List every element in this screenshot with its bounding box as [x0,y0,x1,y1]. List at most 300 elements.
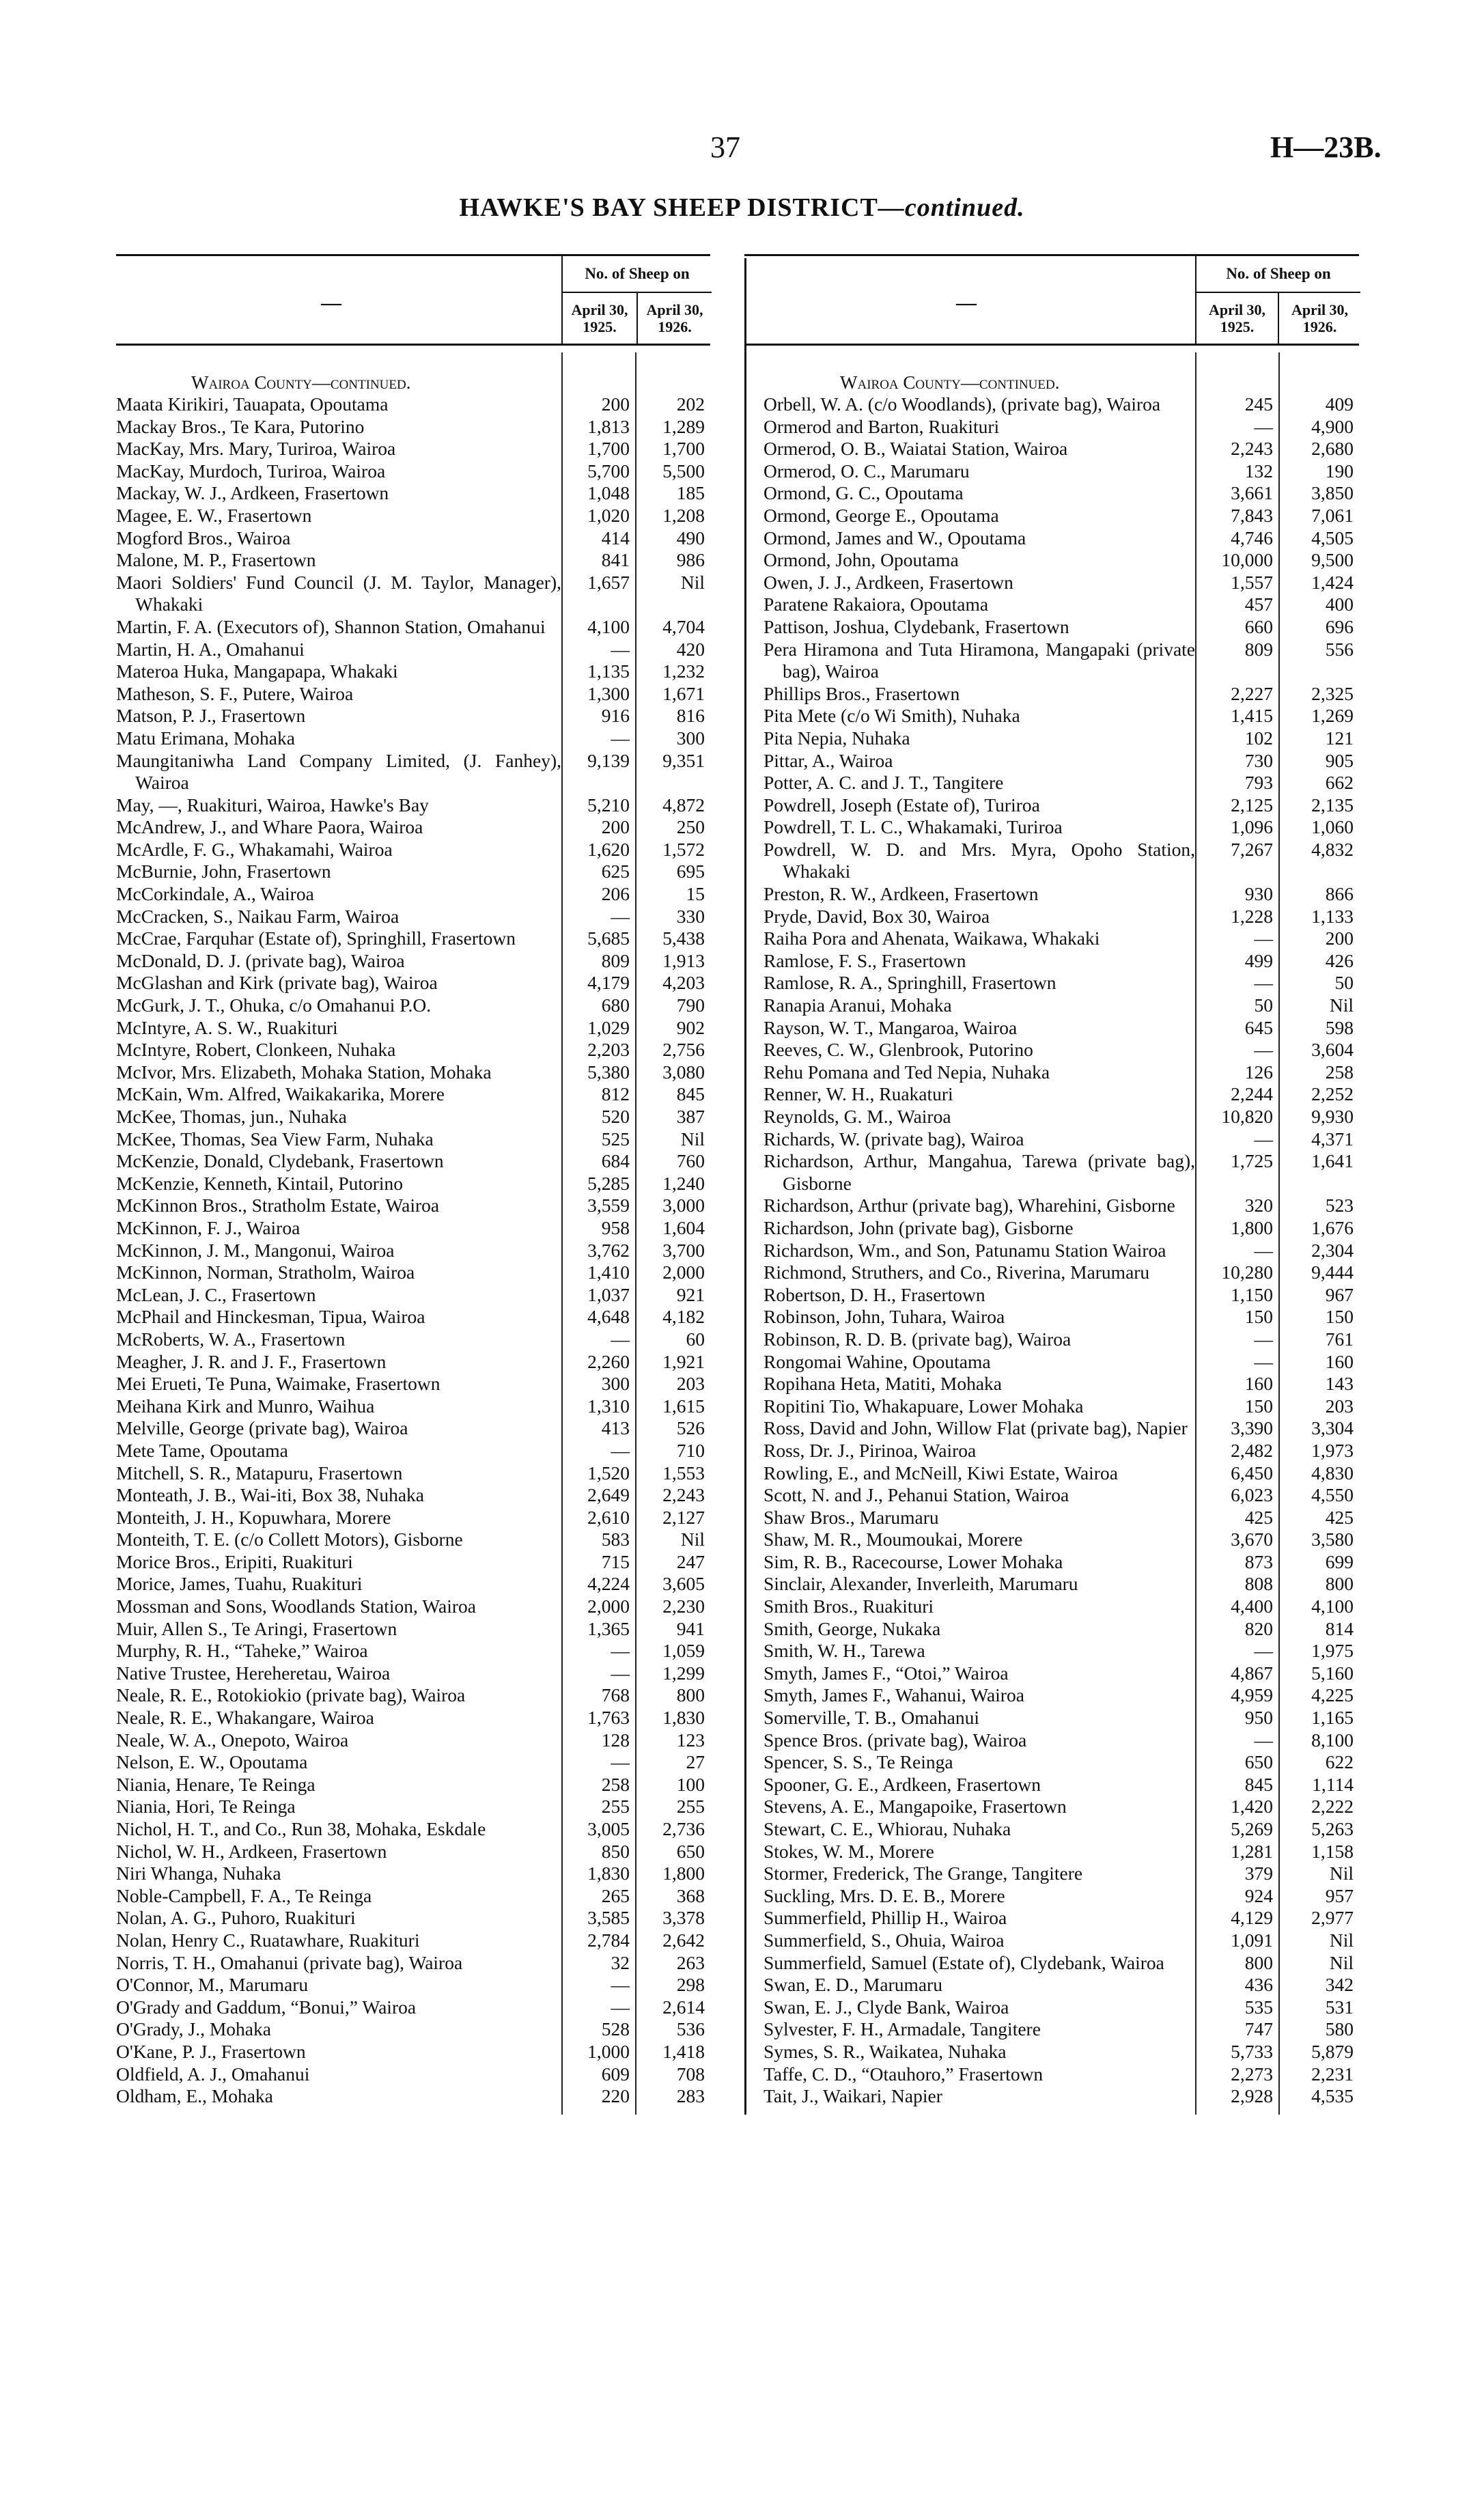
table-row [744,1551,1359,1574]
sheep-1926: 9,930 [1311,1106,1354,1127]
table-row [116,1195,710,1217]
sheep-1925: 265 [601,1884,630,1906]
sheep-1926: 800 [1325,1573,1354,1595]
table-row [116,1106,710,1128]
sheep-1925: 609 [601,2063,630,2085]
owner-name: Niania, Henare, Te Reinga [116,1773,316,1795]
table-row [116,1262,710,1284]
sheep-1926: 3,080 [662,1061,705,1083]
table-row [116,1930,710,1952]
sheep-1925: 1,300 [587,682,630,704]
owner-name: Ropihana Heta, Matiti, Mohaka [764,1373,1003,1395]
sheep-1926: 761 [1325,1328,1354,1350]
sheep-1925: 102 [1244,727,1273,749]
sheep-1926: 100 [676,1773,705,1795]
sheep-1926: 1,700 [662,438,705,460]
table-header [744,254,1359,346]
sheep-1925: 4,959 [1231,1684,1273,1706]
sheep-1925: 7,267 [1231,838,1273,860]
table-row [116,1017,710,1040]
sheep-1925: — [611,1751,630,1773]
sheep-1925: 2,649 [587,1484,630,1506]
table-row [744,1863,1359,1885]
table-row [116,1907,710,1930]
sheep-1926: 7,061 [1311,504,1354,526]
table-row [744,1262,1359,1284]
sheep-1925: 684 [601,1150,630,1172]
table-row [116,839,710,861]
sheep-1926: 2,325 [1311,682,1354,704]
sheep-1925: — [1254,1350,1273,1372]
sheep-1926: Nil [1329,1951,1354,1973]
table-row [116,906,710,928]
table-row [744,1774,1359,1796]
table-row [744,549,1359,572]
table-row [116,639,710,661]
sheep-1925: 850 [601,1840,630,1862]
table-row [116,1284,710,1307]
sheep-1925: 916 [601,705,630,727]
sheep-1925: 1,135 [587,660,630,682]
sheep-1926: 2,977 [1311,1907,1354,1929]
sheep-1925: 1,410 [587,1262,630,1283]
sheep-1925: 300 [601,1373,630,1395]
table-row [744,705,1359,727]
sheep-1925: 1,520 [587,1462,630,1484]
sheep-1926: 8,100 [1311,1729,1354,1751]
sheep-1926: 1,830 [662,1707,705,1729]
name-column-header: — [321,292,341,314]
owner-name: McIntyre, A. S. W., Ruakituri [116,1016,338,1038]
sheep-1925: 525 [601,1128,630,1150]
county-heading: Wairoa County—continued. [840,372,1060,393]
sheep-1926: 2,756 [662,1039,705,1061]
sheep-1926: 662 [1325,772,1354,794]
sheep-1926: 4,505 [1311,527,1354,548]
owner-name: Nichol, W. H., Ardkeen, Frasertown [116,1840,387,1862]
table-row [116,683,710,706]
sheep-1925: 50 [1254,994,1273,1016]
table-row [116,572,710,616]
table-row [744,1573,1359,1596]
sheep-1926: 160 [1325,1350,1354,1372]
sheep-1925: 5,700 [587,460,630,482]
sheep-1926: 203 [1325,1395,1354,1417]
table-row [744,438,1359,460]
owner-name: Monteath, J. B., Wai-iti, Box 38, Nuhaka [116,1484,424,1506]
sheep-1926: 4,900 [1311,415,1354,437]
table-row [116,950,710,973]
sheep-1925: 1,029 [587,1016,630,1038]
sheep-1925: 520 [601,1106,630,1127]
sheep-1926: 4,182 [662,1306,705,1328]
sheep-1925: 2,203 [587,1039,630,1061]
table-row [744,906,1359,928]
sheep-1926: 425 [1325,1506,1354,1528]
sheep-1926: 845 [676,1083,705,1105]
owner-name: Ropitini Tio, Whakapuare, Lower Mohaka [764,1395,1084,1417]
owner-name: McKee, Thomas, jun., Nuhaka [116,1106,347,1127]
sheep-1925: 3,762 [587,1239,630,1261]
sheep-1925: 2,260 [587,1350,630,1372]
sheep-1926: Nil [680,1128,705,1150]
sheep-1925: 126 [1244,1061,1273,1083]
col-1925-header: April 30, 1925. [1208,301,1266,335]
sheep-1925: 793 [1244,772,1273,794]
table-row [116,1417,710,1440]
sheep-1926: 1,165 [1311,1707,1354,1729]
sheep-1925: 2,244 [1231,1083,1273,1105]
sheep-1925: 413 [601,1417,630,1439]
sheep-1925: 200 [601,816,630,838]
sheep-1926: 1,424 [1311,571,1354,593]
sheep-1926: 387 [676,1106,705,1127]
sheep-1926: 4,704 [662,615,705,637]
owner-name: McAndrew, J., and Whare Paora, Wairoa [116,816,423,838]
sheep-1926: 556 [1325,638,1354,660]
sheep-1925: 1,228 [1231,905,1273,927]
name-column-header: — [956,292,977,314]
document-reference: H—23B. [1270,130,1382,164]
table-row [116,1217,710,1240]
table-row [744,1217,1359,1240]
owner-name: Spooner, G. E., Ardkeen, Frasertown [764,1773,1041,1795]
sheep-1925: 3,585 [587,1907,630,1929]
table-row [116,393,710,416]
owner-name: Sinclair, Alexander, Inverleith, Marumaru [764,1573,1078,1595]
owner-name: Symes, S. R., Waikatea, Nuhaka [764,2040,1007,2062]
sheep-1926: 368 [676,1884,705,1906]
sheep-1925: 132 [1244,460,1273,482]
owner-name: Powdrell, T. L. C., Whakamaki, Turiroa [764,816,1063,838]
sheep-1925: — [611,727,630,749]
sheep-1926: 60 [686,1328,705,1350]
table-row [116,750,710,794]
sheep-1925: 820 [1244,1617,1273,1639]
owner-name: Ormond, James and W., Opoutama [764,527,1026,548]
table-row [116,1083,710,1106]
table-row [744,1596,1359,1618]
sheep-1925: 1,096 [1231,816,1273,838]
sheep-1925: 625 [601,861,630,882]
sheep-1925: 414 [601,527,630,548]
owner-name: MacKay, Mrs. Mary, Turiroa, Wairoa [116,438,396,460]
table-row [116,1796,710,1818]
owner-name: Shaw Bros., Marumaru [764,1506,939,1528]
owner-name: McKenzie, Donald, Clydebank, Frasertown [116,1150,444,1172]
owner-name: McRoberts, W. A., Frasertown [116,1328,346,1350]
sheep-1925: 2,482 [1231,1439,1273,1461]
sheep-1925: 4,224 [587,1573,630,1595]
sheep-1925: — [1254,1039,1273,1061]
table-row [116,1996,710,2019]
sheep-1925: 1,310 [587,1395,630,1417]
sheep-1926: 342 [1325,1974,1354,1996]
table-row [744,1618,1359,1641]
table-row [744,683,1359,706]
owner-name: Smyth, James F., “Otoi,” Wairoa [764,1662,1009,1684]
owner-name: McIvor, Mrs. Elizabeth, Mohaka Station, Mohaka [116,1061,492,1083]
owner-name: Morice Bros., Eripiti, Ruakituri [116,1550,353,1572]
table-row [116,928,710,950]
sheep-1926: 27 [686,1751,705,1773]
table-row [744,416,1359,438]
sheep-1925: 924 [1244,1884,1273,1906]
owner-name: McKinnon Bros., Stratholm Estate, Wairoa [116,1195,440,1216]
sheep-1925: 809 [1244,638,1273,660]
sheep-1926: 1,060 [1311,816,1354,838]
owner-name: Matson, P. J., Frasertown [116,705,306,727]
owner-name: Pita Mete (c/o Wi Smith), Nuhaka [764,705,1020,727]
page-number: 37 [710,130,740,164]
table-row [744,1751,1359,1774]
table-row [116,2041,710,2063]
table-row [116,861,710,883]
owner-name: Monteith, T. E. (c/o Collett Motors), Gisborne [116,1529,463,1550]
table-row [744,1061,1359,1084]
sheep-1925: 4,867 [1231,1662,1273,1684]
table-row [744,1017,1359,1040]
sheep-1925: — [1254,1729,1273,1751]
sheep-1925: 1,800 [1231,1216,1273,1238]
sheep-1926: Nil [680,571,705,593]
sheep-1926: 3,700 [662,1239,705,1261]
owner-name: Summerfield, S., Ohuia, Wairoa [764,1929,1005,1951]
owner-name: Maungitaniwha Land Company Limited, (J. Fanhey), Wairoa [116,749,561,794]
owner-name: Smith Bros., Ruakituri [764,1596,934,1617]
sheep-1926: 4,830 [1311,1462,1354,1484]
table-row [116,1484,710,1507]
sheep-1925: 645 [1244,1016,1273,1038]
sheep-1926: 3,304 [1311,1417,1354,1439]
owner-name: Suckling, Mrs. D. E. B., Morere [764,1884,1005,1906]
sheep-1925: 200 [601,393,630,415]
owner-name: O'Grady, J., Mohaka [116,2018,271,2040]
sheep-1925: 845 [1244,1773,1273,1795]
table-row [116,883,710,906]
table-row [116,1662,710,1685]
owner-name: Richardson, John (private bag), Gisborne [764,1216,1074,1238]
sheep-1925: 1,281 [1231,1840,1273,1862]
table-row [744,1907,1359,1930]
sheep-1925: 425 [1244,1506,1273,1528]
owner-name: Smith, George, Nukaka [764,1617,941,1639]
owner-name: Meagher, J. R. and J. F., Frasertown [116,1350,387,1372]
table-row [744,816,1359,839]
sheep-1925: 4,129 [1231,1907,1273,1929]
owner-name: Matheson, S. F., Putere, Wairoa [116,682,354,704]
owner-name: McGurk, J. T., Ohuka, c/o Omahanui P.O. [116,994,432,1016]
owner-name: Neale, W. A., Onepoto, Wairoa [116,1729,349,1751]
table-row [116,1150,710,1173]
sheep-1926: 4,225 [1311,1684,1354,1706]
table-row [744,1395,1359,1418]
owner-name: Neale, R. E., Whakangare, Wairoa [116,1707,374,1729]
table-row [744,527,1359,550]
sheep-1926: 200 [1325,928,1354,949]
sheep-1925: 3,005 [587,1818,630,1839]
owner-name: McBurnie, John, Frasertown [116,861,331,882]
owner-name: Potter, A. C. and J. T., Tangitere [764,772,1004,794]
owner-name: McKinnon, Norman, Stratholm, Wairoa [116,1262,415,1283]
owner-name: Rehu Pomana and Ted Nepia, Nuhaka [764,1061,1050,1083]
sheep-1925: 2,928 [1231,2085,1273,2107]
sheep-1925: 10,000 [1221,549,1273,571]
sheep-1926: 790 [676,994,705,1016]
owner-name: Ormond, George E., Opoutama [764,504,999,526]
sheep-1926: 3,850 [1311,482,1354,504]
sheep-1926: 5,438 [662,928,705,949]
owner-name: Renner, W. H., Ruakaturi [764,1083,953,1105]
owner-name: Mackay Bros., Te Kara, Putorino [116,415,365,437]
table-row [744,1106,1359,1128]
sheep-1925: 873 [1244,1550,1273,1572]
sheep-1925: — [611,1439,630,1461]
sheep-1926: 3,580 [1311,1529,1354,1550]
sheep-1926: 15 [686,883,705,905]
sheep-1925: 958 [601,1216,630,1238]
table-row [744,505,1359,527]
owner-name: Niania, Hori, Te Reinga [116,1796,296,1817]
table-row [116,1863,710,1885]
owner-name: Richardson, Wm., and Son, Patunamu Station Wairoa [764,1239,1166,1261]
table-row [116,1818,710,1841]
owner-name: Owen, J. J., Ardkeen, Frasertown [764,571,1013,593]
sheep-1926: 1,133 [1311,905,1354,927]
sheep-1926: 536 [676,2018,705,2040]
table-row [116,1173,710,1195]
sheep-1925: 436 [1244,1974,1273,1996]
owner-name: Robinson, John, Tuhara, Wairoa [764,1306,1005,1328]
sheep-1926: 2,614 [662,1996,705,2018]
sheep-1925: 499 [1244,949,1273,971]
table-row [744,1507,1359,1529]
owner-name: Matu Erimana, Mohaka [116,727,295,749]
sheep-1926: 143 [1325,1373,1354,1395]
table-row [116,2085,710,2108]
owner-name: Smyth, James F., Wahanui, Wairoa [764,1684,1024,1706]
table-row [744,1662,1359,1685]
owner-name: Swan, E. J., Clyde Bank, Wairoa [764,1996,1009,2018]
sheep-1925: 583 [601,1529,630,1550]
sheep-1926: 2,000 [662,1262,705,1283]
owner-name: Reeves, C. W., Glenbrook, Putorino [764,1039,1033,1061]
owner-name: Nichol, H. T., and Co., Run 38, Mohaka, Eskdale [116,1818,486,1839]
owner-name: Richards, W. (private bag), Wairoa [764,1128,1024,1150]
table-row [744,772,1359,794]
sheep-1926: 760 [676,1150,705,1172]
table-row [116,1573,710,1596]
sheep-1926: 800 [676,1684,705,1706]
sheep-1925: 5,210 [587,794,630,816]
sheep-1926: 255 [676,1796,705,1817]
owner-name: Mossman and Sons, Woodlands Station, Wairoa [116,1596,476,1617]
sheep-1925: 2,125 [1231,794,1273,816]
sheep-1926: 1,269 [1311,705,1354,727]
sheep-1925: 3,390 [1231,1417,1273,1439]
sheep-1926: 1,671 [662,682,705,704]
table-row [744,950,1359,973]
table-row [744,393,1359,416]
table-row [744,482,1359,505]
table-row [744,2041,1359,2063]
sheep-1926: 247 [676,1550,705,1572]
owner-name: Mei Erueti, Te Puna, Waimake, Frasertown [116,1373,440,1395]
owner-name: Reynolds, G. M., Wairoa [764,1106,951,1127]
table-row [744,839,1359,883]
table-row [116,1596,710,1618]
owner-name: Somerville, T. B., Omahanui [764,1707,979,1729]
sheep-1925: 768 [601,1684,630,1706]
table-row [744,1529,1359,1551]
sheep-1926: 420 [676,638,705,660]
table-header [116,254,710,346]
table-row [116,1885,710,1908]
table-row [744,2085,1359,2108]
table-row [744,1462,1359,1485]
table-row [744,1484,1359,1507]
sheep-1926: 3,000 [662,1195,705,1216]
table-row [744,1039,1359,1061]
sheep-1925: 808 [1244,1573,1273,1595]
owner-name: Tait, J., Waikari, Napier [764,2085,942,2107]
table-row [744,572,1359,594]
sheep-1926: 1,232 [662,660,705,682]
sheep-1926: Nil [680,1529,705,1550]
sheep-1926: 986 [676,549,705,571]
sheep-1925: 715 [601,1550,630,1572]
sheep-1926: 3,378 [662,1907,705,1929]
sheep-1926: 263 [676,1951,705,1973]
sheep-1925: 2,243 [1231,438,1273,460]
owner-name: Summerfield, Phillip H., Wairoa [764,1907,1007,1929]
sheep-1926: 2,680 [1311,438,1354,460]
table-row [744,727,1359,750]
owner-name: McArdle, F. G., Whakamahi, Wairoa [116,838,393,860]
owner-name: McKain, Wm. Alfred, Waikakarika, Morere [116,1083,445,1105]
table-row [116,1684,710,1707]
sheep-1925: 1,763 [587,1707,630,1729]
owner-name: Pera Hiramona and Tuta Hiramona, Mangapaki (private bag), Wairoa [764,638,1195,682]
sheep-1926: 531 [1325,1996,1354,2018]
table-row [116,527,710,550]
sheep-1925: 1,150 [1231,1283,1273,1305]
sheep-1926: 967 [1325,1283,1354,1305]
sheep-1926: 4,550 [1311,1484,1354,1506]
sheep-1925: 1,020 [587,504,630,526]
table-row [744,1841,1359,1863]
owner-name: McKee, Thomas, Sea View Farm, Nuhaka [116,1128,434,1150]
table-row [116,1240,710,1262]
sheep-1925: 535 [1244,1996,1273,2018]
sheep-1926: 921 [676,1283,705,1305]
sheep-1926: 2,127 [662,1506,705,1528]
table-row [744,2018,1359,2041]
sheep-1925: 7,843 [1231,504,1273,526]
owner-name: Phillips Bros., Frasertown [764,682,960,704]
owner-name: Ormond, G. C., Opoutama [764,482,964,504]
sheep-1926: 4,832 [1311,838,1354,860]
sheep-1925: 3,670 [1231,1529,1273,1550]
table-row [744,1351,1359,1374]
table-row [116,1328,710,1351]
sheep-1926: 123 [676,1729,705,1751]
owner-name: Ross, David and John, Willow Flat (private bag), Napier [764,1417,1188,1439]
sheep-1925: — [611,638,630,660]
owner-name: Richmond, Struthers, and Co., Riverina, Marumaru [764,1262,1150,1283]
sheep-1926: 816 [676,705,705,727]
owner-name: Stokes, W. M., Morere [764,1840,934,1862]
